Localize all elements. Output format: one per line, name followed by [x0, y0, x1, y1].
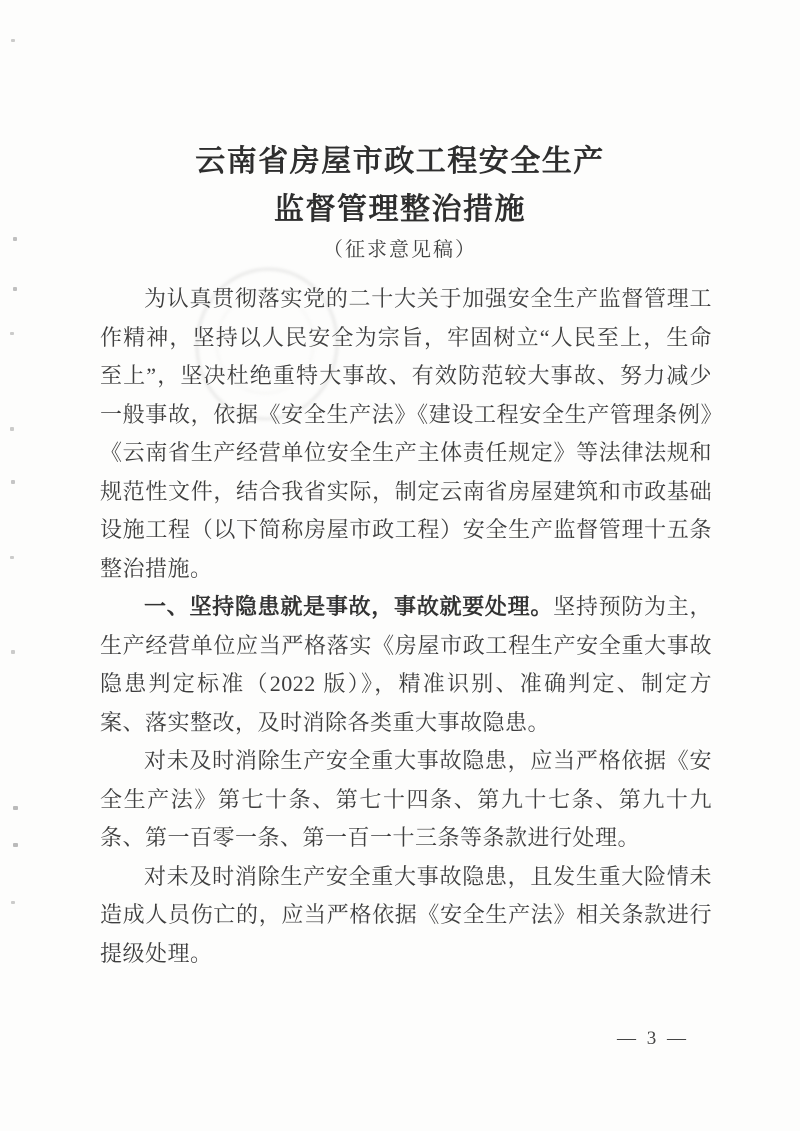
- paragraph-2-bold-lead: 一、坚持隐患就是事故，事故就要处理。: [144, 594, 554, 619]
- scan-speck: [10, 332, 14, 335]
- paragraph-1: 为认真贯彻落实党的二十大关于加强安全生产监督管理工作精神，坚持以人民安全为宗旨，牢固树立“人民至上，生命至上”，坚决杜绝重特大事故、有效防范较大事故、努力减少一般事故，依据《安全生产法》《建设工程安全生产管理条例》《云南省生产经营单位安全生产主体责任规定》等法律法规和规范性文件，结合我省实际，制定云南省房屋建筑和市政基础设施工程（以下简称房屋市政工程）安全生产监督管理十五条整治措施。: [100, 286, 712, 581]
- document-body: [100, 280, 712, 973]
- scan-speck: [13, 843, 18, 847]
- scan-speck: [10, 556, 14, 559]
- paragraph-2: [100, 588, 712, 742]
- document-title-line2: 监督管理整治措施: [274, 193, 526, 226]
- scan-speck: [11, 650, 15, 654]
- scan-speck: [11, 480, 15, 484]
- document-title-line1: 云南省房屋市政工程安全生产: [195, 145, 605, 178]
- document-subtitle: （征求意见稿）: [323, 239, 477, 261]
- paragraph-3: 对未及时消除生产安全重大事故隐患，应当严格依据《安全生产法》第七十条、第七十四条、第九十七条、第九十九条、第一百零一条、第一百一十三条等条款进行处理。: [100, 748, 712, 850]
- scan-speck: [11, 39, 15, 42]
- page-number: — 3 —: [617, 1028, 689, 1049]
- scan-speck: [13, 287, 17, 291]
- scan-speck: [10, 427, 14, 431]
- paragraph-2-text: 坚持预防为主，生产经营单位应当严格落实《房屋市政工程生产安全重大事故隐患判定标准（2022 版）》，精准识别、准确判定、制定方案、落实整改，及时消除各类重大事故隐患。: [100, 594, 712, 735]
- scan-speck: [13, 806, 18, 810]
- scan-speck: [11, 901, 15, 904]
- paragraph-4: 对未及时消除生产安全重大事故隐患，且发生重大险情未造成人员伤亡的，应当严格依据《安全生产法》相关条款进行提级处理。: [100, 863, 712, 966]
